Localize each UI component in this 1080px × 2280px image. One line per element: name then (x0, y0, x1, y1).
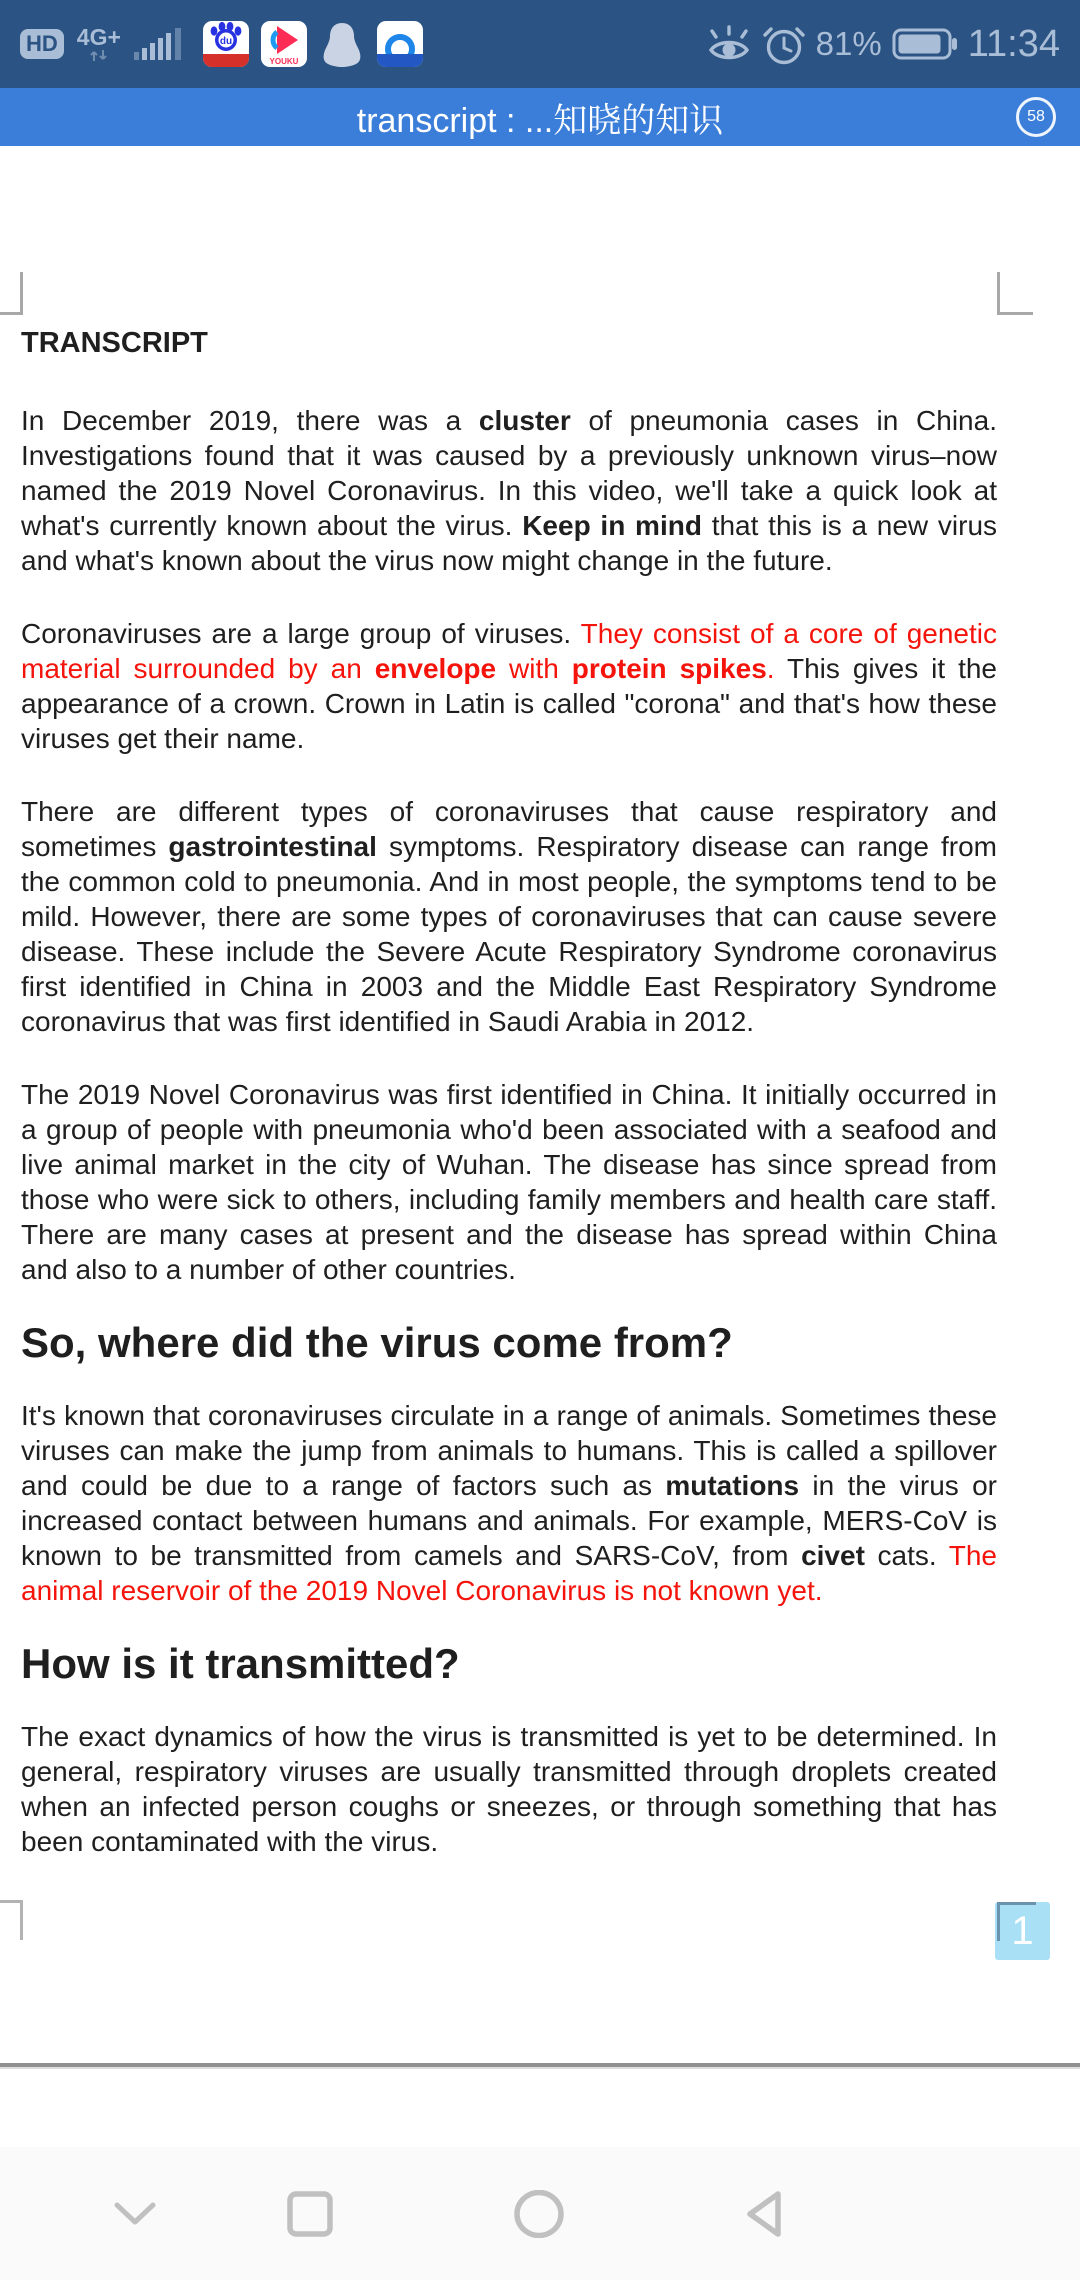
baidu-ribbon (203, 54, 249, 67)
network-type-label: 4G+ (76, 24, 121, 50)
nav-back-button[interactable] (742, 2188, 786, 2240)
paragraph (21, 403, 997, 578)
paragraph (21, 1077, 997, 1287)
browser-ribbon (377, 54, 423, 67)
text-run: TRANSCRIPT (21, 327, 208, 359)
text-run: envelope (374, 653, 497, 684)
paragraph (21, 794, 997, 1039)
text-run: Keep in mind (522, 510, 702, 541)
status-bar-right (706, 22, 1060, 66)
navigation-bar (0, 2147, 1080, 2280)
text-run: The 2019 Novel Coronavirus was first identified in China. It initially occurred in a group of people with pneumonia who'd been associated with a seafood and live animal market in the city of Wuhan. The disease has since spread from those who were sick to others, including family members and health care staff. There are many cases at present and the disease has spread within China and also to a number of other countries. (21, 1079, 997, 1285)
recents-square-icon (287, 2191, 333, 2237)
text-run: The exact dynamics of how the virus is transmitted is yet to be determined. In general, respiratory viruses are usually transmitted through droplets created when an infected person coughs or sneezes, or through something that has been contaminated with the virus. (21, 1721, 997, 1857)
document-blocks (21, 326, 997, 1897)
text-run: . (766, 653, 787, 684)
section-heading (21, 1319, 997, 1366)
baidu-du-label: du (219, 36, 233, 47)
text-run: symptoms. Respiratory disease can range from the common cold to pneumonia. And in most people, the symptoms tend to be mild. However, there are some types of coronaviruses that can cause severe disease. These include the Severe Acute Respiratory Syndrome coronavirus first identified in China in 2003 and the Middle East Respiratory Syndrome coronavirus that was first identified in Saudi Arabia in 2012. (21, 831, 997, 1037)
text-run: There are different types of coronaviruses that cause respiratory and sometimes (21, 796, 997, 862)
paragraph (21, 1398, 997, 1608)
text-run: So, where did the virus come from? (21, 1319, 733, 1366)
text-run: It's known that coronaviruses circulate in a range of animals. Sometimes these viruses can make the jump from animals to humans. This is called a spillover and could be due to a range of factors such as (21, 1400, 997, 1501)
text-run: civet (801, 1540, 865, 1571)
floating-58-badge[interactable]: 58 (1016, 97, 1056, 137)
text-run: with (496, 653, 572, 684)
section-heading (21, 326, 997, 361)
content-divider (0, 2063, 1080, 2069)
text-run: gastrointestinal (168, 831, 377, 862)
text-run: protein spikes (571, 653, 767, 684)
text-run: This gives it the appearance of a crown. Crown in Latin is called "corona" and that's how these viruses get their name. (21, 653, 997, 754)
youku-icon (261, 21, 307, 67)
clock-label: 11:34 (967, 22, 1060, 65)
home-circle-icon (514, 2190, 564, 2238)
text-run: cats. (864, 1540, 949, 1571)
baidu-paw-icon (203, 21, 249, 54)
text-run: in the virus or increased contact between humans and animals. For example, MERS-CoV is known to be transmitted from camels and SARS-CoV, from (21, 1470, 997, 1571)
section-heading (21, 1640, 997, 1687)
paragraph (21, 616, 997, 756)
browser-icon (377, 21, 423, 67)
corner-mark-top-left (0, 272, 23, 315)
text-run: mutations (665, 1470, 800, 1501)
page-number-badge[interactable]: 1 (995, 1902, 1050, 1960)
notification-icons (203, 21, 423, 67)
battery-percent-label: 81% (815, 25, 882, 62)
youku-label: YOUKU (269, 57, 299, 66)
text-run: How is it transmitted? (21, 1640, 460, 1687)
nav-recents-button[interactable] (287, 2191, 333, 2237)
battery-icon (892, 27, 958, 61)
chevron-down-icon (113, 2201, 157, 2227)
hd-icon: HD (20, 29, 64, 59)
corner-mark-bottom-left (0, 1900, 23, 1940)
app-title-bar (0, 88, 1080, 146)
status-bar-left (20, 21, 423, 67)
youku-play-icon (261, 21, 307, 67)
alarm-clock-icon (762, 22, 806, 66)
network-indicator (77, 26, 121, 62)
penguin-silhouette-icon (319, 21, 365, 67)
text-run: that this is a new virus and what's known about the virus now might change in the future. (21, 510, 998, 576)
text-run: cluster (478, 405, 571, 436)
corner-mark-top-right (997, 272, 1033, 315)
text-run: They consist of a core of genetic material surrounded by an (21, 618, 997, 684)
text-run: of pneumonia cases in China. Investigations found that it was caused by a previously unknown virus–now named the 2019 Novel Coronavirus. In this video, we'll take a quick look at what's currently known about the virus. (21, 405, 997, 541)
signal-strength-icon (134, 26, 184, 62)
back-triangle-icon (742, 2188, 786, 2240)
paragraph (21, 1719, 997, 1859)
data-arrows-icon (88, 49, 110, 62)
status-bar (0, 0, 1080, 88)
text-run: In December 2019, there was a (21, 405, 479, 436)
nav-home-button[interactable] (514, 2190, 564, 2238)
eye-protection-icon (706, 24, 752, 64)
qq-icon (319, 21, 365, 67)
baidu-icon (203, 21, 249, 67)
nav-hide-button[interactable] (113, 2201, 157, 2227)
corner-mark-bottom-right (997, 1902, 1036, 1941)
document-view[interactable] (0, 146, 1080, 2147)
text-run: The animal reservoir of the 2019 Novel Coronavirus is not known yet. (21, 1540, 997, 1606)
text-run: Coronaviruses are a large group of viruses. (21, 618, 581, 649)
page-title: transcript : ...知晓的知识 (356, 101, 724, 140)
